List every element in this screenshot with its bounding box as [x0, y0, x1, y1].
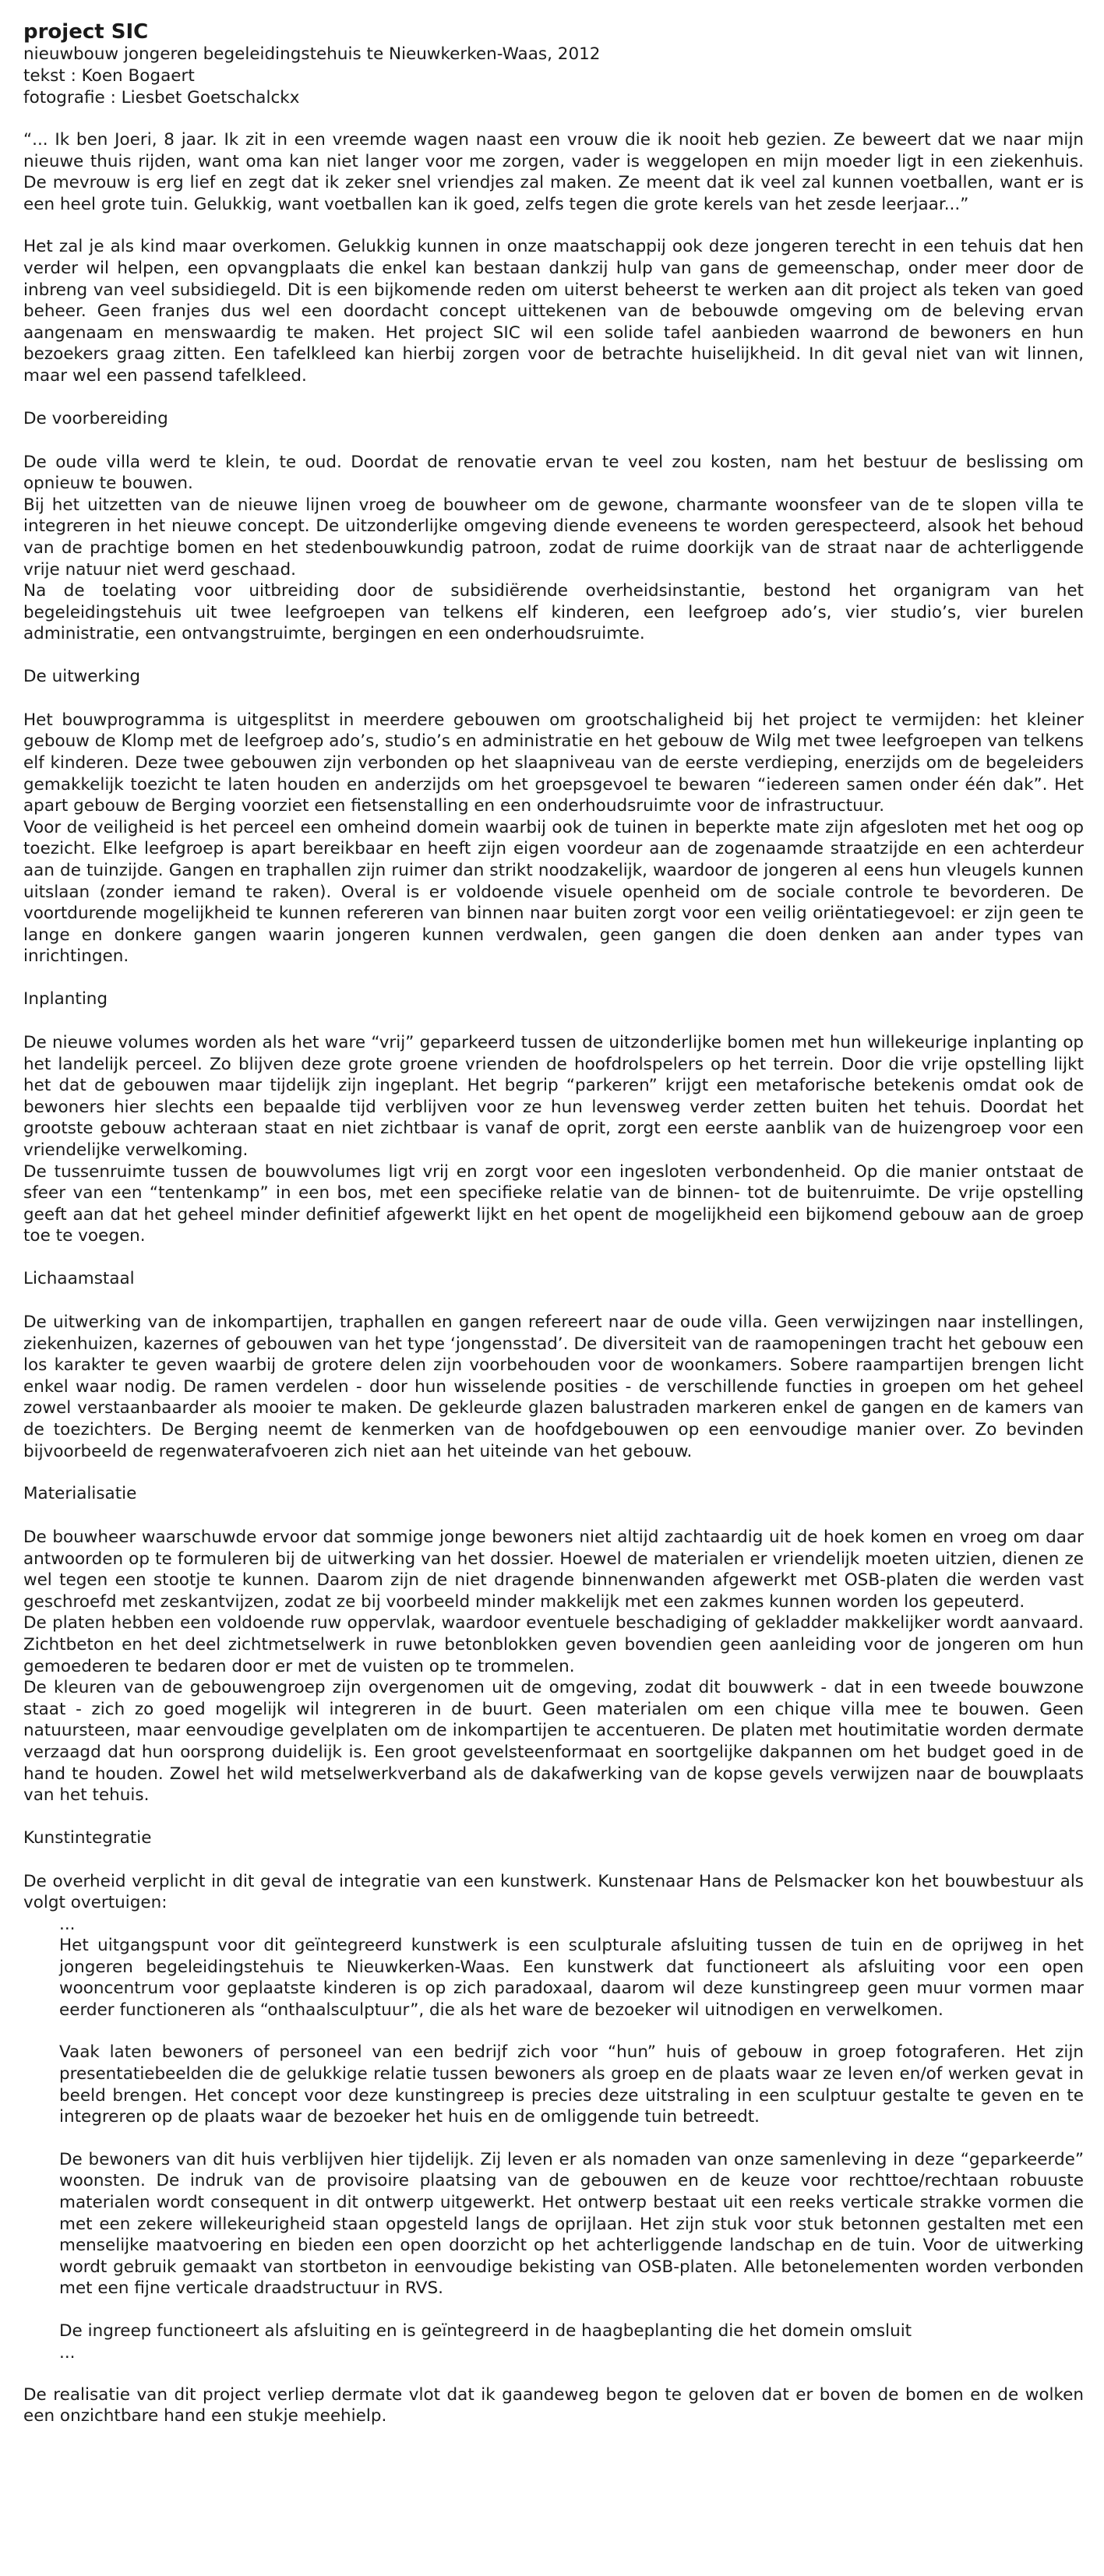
artist-quote — [59, 1914, 1084, 2363]
section-lichaamstaal — [23, 1268, 1084, 1462]
quote-paragraph: De ingreep functioneert als afsluiting en is geïntegreerd in de haagbeplanting die het domein omsluit — [59, 2321, 912, 2341]
text-credit: tekst : Koen Bogaert — [23, 66, 195, 86]
section-heading: De voorbereiding — [23, 408, 168, 428]
paragraph: Na de toelating voor uitbreiding door de subsidiërende overheidsinstantie, bestond het organigram van het begeleidingstehuis uit twee leefgroepen van telkens elf kinderen, een leefgroep ado’s, vier studio’s, vier burelen administratie, een ontvangstruimte, bergingen en een onderhoudsruimte. — [23, 581, 1084, 644]
closing-paragraph: De realisatie van dit project verliep dermate vlot dat ik gaandeweg begon te geloven dat er boven de bomen en de wolken een onzichtbare hand een stukje meehielp. — [23, 2384, 1084, 2426]
document-header — [23, 20, 1084, 109]
section-heading: Kunstintegratie — [23, 1827, 152, 1848]
photo-credit: fotografie : Liesbet Goetschalckx — [23, 88, 300, 107]
section-kunstintegratie — [23, 1827, 1084, 2427]
section-uitwerking — [23, 666, 1084, 967]
paragraph: Voor de veiligheid is het perceel een omheind domein waarbij ook de tuinen in beperkte mate zijn afgesloten met het oog op toezicht. Elke leefgroep is apart bereikbaar en heeft zijn eigen voordeur aan de zogenaamde straatzijde en een achterdeur aan de tuinzijde. Gangen en traphallen zijn ruimer dan strikt noodzakelijk, waardoor de jongeren al eens hun vleugels kunnen uitslaan (zonder iemand te raken). Overal is er voldoende visuele openheid om de sociale controle te bevorderen. De voortdurende mogelijkheid te kunnen refereren van binnen naar buiten zorgt voor een veilig oriëntatiegevoel: er zijn geen te lange en donkere gangen waarin jongeren kunnen verdwalen, geen gangen die doen denken aan ander types van inrichtingen. — [23, 817, 1084, 967]
paragraph: De bouwheer waarschuwde ervoor dat sommige jonge bewoners niet altijd zachtaardig uit de hoek komen en vroeg om daar antwoorden op te formuleren bij de uitwerking van het dossier. Hoewel de materialen er vriendelijk moeten uitzien, dienen ze wel tegen een stootje te kunnen. Daarom zijn de niet dragende binnenwanden afgewerkt met OSB-platen die werden vast geschroefd met zeskantvijzen, zodat ze bij voorbeeld minder makkelijk met een zakmes kunnen worden los gepeuterd. — [23, 1528, 1084, 1612]
paragraph: De tussenruimte tussen de bouwvolumes ligt vrij en zorgt voor een ingesloten verbondenheid. Op die manier ontstaat de sfeer van een “tentenkamp” in een bos, met een specifieke relatie van de binnen- tot de buitenruimte. De vrije opstelling geeft aan dat het geheel minder definitief afgewerkt lijkt en het opent de mogelijkheid een bijkomend gebouw aan de groep toe te voegen. — [23, 1161, 1084, 1246]
paragraph: De nieuwe volumes worden als het ware “vrij” geparkeerd tussen de uitzonderlijke bomen met hun willekeurige inplanting op het landelijk perceel. Zo blijven deze grote groene vrienden de hoofdrolspelers op het terrein. Door die vrije opstelling lijkt het dat de gebouwen maar tijdelijk zijn ingeplant. Het begrip “parkeren” krijgt een metaforische betekenis omdat ook de bewoners hier slechts een bepaalde tijd verblijven voor ze hun levensweg verder zetten buiten het tehuis. Doordat het grootste gebouw achteraan staat en niet zichtbaar is vanaf de oprit, zorgt een eerste aanblik van de huizengroep voor een vriendelijke verwelkoming. — [23, 1033, 1084, 1160]
paragraph: Het bouwprogramma is uitgesplitst in meerdere gebouwen om grootschaligheid bij het project te vermijden: het kleiner gebouw de Klomp met de leefgroep ado’s, studio’s en administratie en het gebouw de Wilg met twee leefgroepen van telkens elf kinderen. Deze twee gebouwen zijn verbonden op het slaapniveau van de eerste verdieping, enerzijds om de begeleiders gemakkelijk toezicht te laten houden en anderzijds om het groepsgevoel te bewaren “iedereen samen onder één dak”. Het apart gebouw de Berging voorziet een fietsenstalling en een onderhoudsruimte voor de infrastructuur. — [23, 710, 1084, 816]
paragraph: De oude villa werd te klein, te oud. Doordat de renovatie ervan te veel zou kosten, nam het bestuur de beslissing om opnieuw te bouwen. — [23, 452, 1084, 494]
intro-quote: “... Ik ben Joeri, 8 jaar. Ik zit in een vreemde wagen naast een vrouw die ik nooit heb gezien. Ze beweert dat we naar mijn nieuwe thuis rijden, want oma kan niet langer voor me zorgen, vader is weggelopen en mijn moeder ligt in een ziekenhuis. De mevrouw is erg lief en zegt dat ik zeker snel vriendjes zal maken. Ze meent dat ik veel zal kunnen voetballen, want er is een heel grote tuin. Gelukkig, want voetballen kan ik goed, zelfs tegen die grote kerels van het zesde leerjaar...” — [23, 130, 1084, 214]
intro-section — [23, 129, 1084, 387]
section-heading: Inplanting — [23, 989, 108, 1009]
paragraph: De overheid verplicht in dit geval de integratie van een kunstwerk. Kunstenaar Hans de Pelsmacker kon het bouwbestuur als volgt overtuigen: — [23, 1871, 1084, 1913]
quote-paragraph: Vaak laten bewoners of personeel van een bedrijf zich voor “hun” huis of gebouw in groep fotograferen. Het zijn presentatiebeelden die de gelukkige relatie tussen bewoners als groep en de plaats waar ze leven en/of werken gevat in beeld brengen. Het concept voor deze kunstingreep is precies deze uitstraling in een sculptuur gestalte te geven en te integreren op de plaats waar de bezoeker het huis en de omliggende tuin betreedt. — [59, 2042, 1084, 2127]
quote-paragraph: Het uitgangspunt voor dit geïntegreerd kunstwerk is een sculpturale afsluiting tussen de tuin en de oprijweg in het jongeren begeleidingstehuis te Nieuwkerken-Waas. Een kunstwerk dat functioneert als afsluiting voor een open wooncentrum voor geplaatste kinderen is op zich paradoxaal, daarom wil deze kunstingreep geen muur vormen maar eerder functioneren als “onthaalsculptuur”, die als het ware de bezoeker wil uitnodigen en verwelkomen. — [59, 1936, 1084, 2020]
ellipsis-open: ... — [59, 1915, 76, 1934]
section-heading: Lichaamstaal — [23, 1268, 135, 1288]
paragraph: Bij het uitzetten van de nieuwe lijnen vroeg de bouwheer om de gewone, charmante woonsfeer van de te slopen villa te integreren in het nieuwe concept. De uitzonderlijke omgeving diende eveneens te worden gerespecteerd, alsook het behoud van de prachtige bomen en het stedenbouwkundig patroon, zodat de ruime doorkijk van de straat naar de achterliggende vrije natuur niet werd geschaad. — [23, 495, 1084, 580]
ellipsis-close: ... — [59, 2342, 76, 2363]
intro-paragraph: Het zal je als kind maar overkomen. Gelukkig kunnen in onze maatschappij ook deze jongeren terecht in een tehuis dat hen verder wil helpen, een opvangplaats die enkel kan bestaan dankzij hulp van gans de gemeenschap, onder meer door de inbreng van veel subsidiegeld. Dit is een bijkomende reden om uiterst beheerst te werken aan dit project als teken van goed beheer. Geen franjes dus wel een doordacht concept uittekenen van de bebouwde omgeving om de beleving ervan aangenaam en menswaardig te maken. Het project SIC wil een solide tafel aanbieden waarrond de bewoners en hun bezoekers graag zitten. Een tafelkleed kan hierbij zorgen voor de betrachte huiselijkheid. In dit geval niet van wit linnen, maar wel een passend tafelkleed. — [23, 237, 1084, 386]
project-title: project SIC — [23, 20, 149, 44]
quote-paragraph: De bewoners van dit huis verblijven hier tijdelijk. Zij leven er als nomaden van onze samenleving in deze “geparkeerde” woonsten. De indruk van de provisoire plaatsing van de gebouwen en de keuze voor rechttoe/rechtaan robuuste materialen wordt consequent in dit ontwerp uitgewerkt. Het ontwerp bestaat uit een reeks verticale strakke vormen die met een zekere willekeurigheid staan opgesteld langs de oprijlaan. Het zijn stuk voor stuk betonnen gestalten met een menselijke maatvoering en bieden een open doorzicht op het achterliggende landschap en de tuin. Voor de uitwerking wordt gebruik gemaakt van stortbeton in eenvoudige bekisting van OSB-platen. Alle betonelementen worden verbonden met een fijne verticale draadstructuur in RVS. — [59, 2149, 1084, 2299]
section-voorbereiding — [23, 408, 1084, 645]
project-subtitle: nieuwbouw jongeren begeleidingstehuis te Nieuwkerken-Waas, 2012 — [23, 44, 601, 64]
section-inplanting — [23, 988, 1084, 1247]
paragraph: De platen hebben een voldoende ruw oppervlak, waardoor eventuele beschadiging of gekladder makkelijker wordt aanvaard. Zichtbeton en het deel zichtmetselwerk in ruwe betonblokken geven bovendien geen aanleiding voor de jongeren om hun gemoederen te bedaren door er met de vuisten op te trommelen. — [23, 1613, 1084, 1676]
section-materialisatie — [23, 1483, 1084, 1806]
paragraph: De kleuren van de gebouwengroep zijn overgenomen uit de omgeving, zodat dit bouwwerk - dat in een tweede bouwzone staat - zich zo goed mogelijk wil integreren in de buurt. Geen materialen om een chique villa mee te bouwen. Geen natuursteen, maar eenvoudige gevelplaten om de inkompartijen te accentueren. De platen met houtimitatie worden dermate verzaagd dat hun oorsprong duidelijk is. Een groot gevelsteenformaat en soortgelijke dakpannen om het budget goed in de hand te houden. Zowel het wild metselwerkverband als de dakafwerking van de kopse gevels verwijzen naar de bouwplaats van het tehuis. — [23, 1678, 1084, 1806]
section-heading: De uitwerking — [23, 666, 140, 686]
section-heading: Materialisatie — [23, 1484, 137, 1504]
paragraph: De uitwerking van de inkompartijen, traphallen en gangen refereert naar de oude villa. Geen verwijzingen naar instellingen, ziekenhuizen, kazernes of gebouwen van het type ‘jongensstad’. De diversiteit van de raamopeningen tracht het gebouw een los karakter te geven waarbij de grotere delen zijn voorbehouden voor de woonkamers. Sobere raampartijen brengen licht enkel waar nodig. De ramen verdelen - door hun wisselende posities - de verschillende functies in groepen om het geheel zowel verstaanbaarder als mooier te maken. De gekleurde glazen balustraden markeren enkel de gangen en de kamers van de toezichters. De Berging neemt de kenmerken van de hoofdgebouwen op een eenvoudige manier over. Zo bevinden bijvoorbeeld de regenwaterafvoeren zich niet aan het uiteinde van het gebouw. — [23, 1312, 1084, 1461]
